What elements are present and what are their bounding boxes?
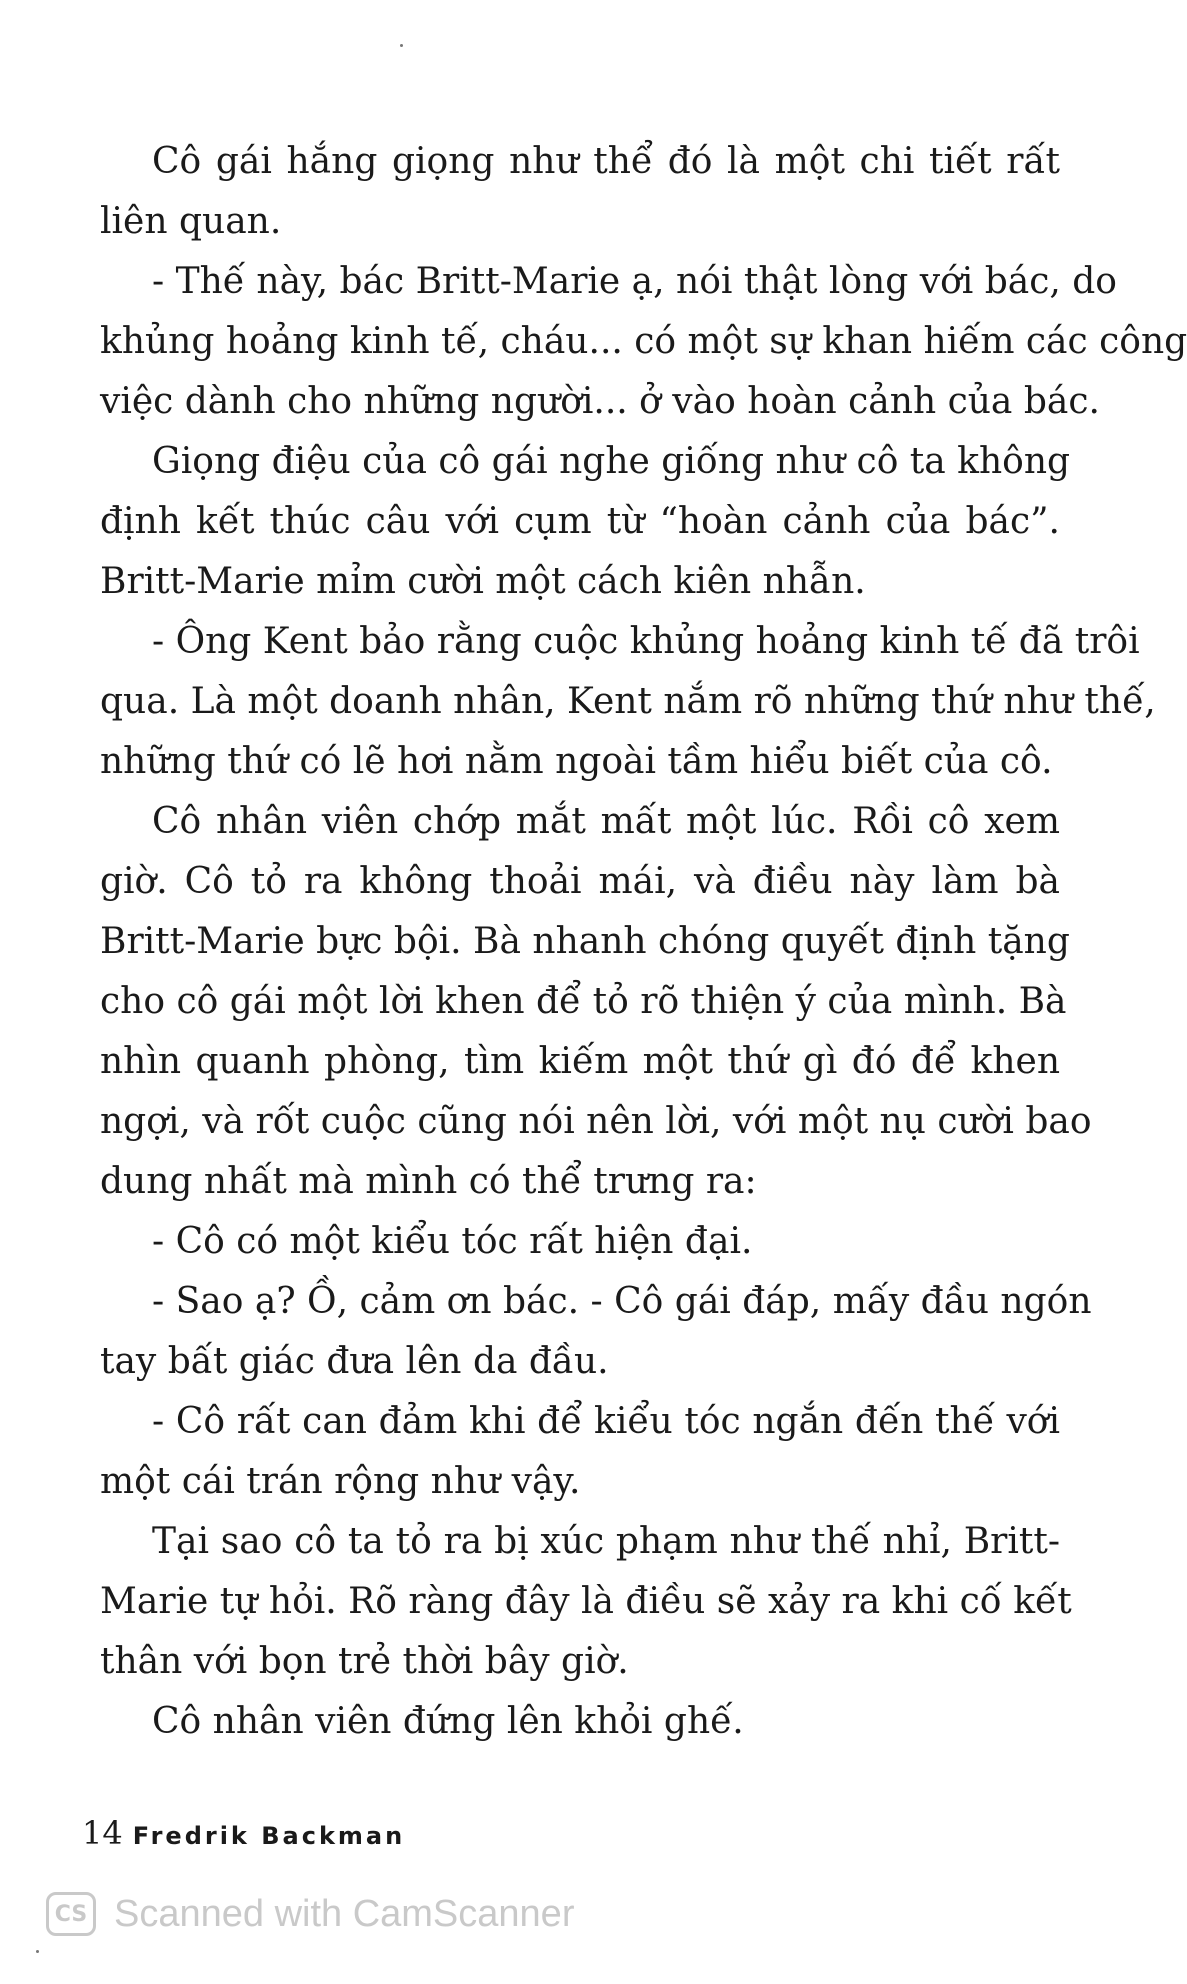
text-line: qua. Là một doanh nhân, Kent nắm rõ những thứ như thế, xyxy=(100,681,1156,722)
text-line: - Thế này, bác Britt-Marie ạ, nói thật lòng với bác, do xyxy=(152,261,1117,302)
scan-speck xyxy=(400,44,403,47)
text-line: cho cô gái một lời khen để tỏ rõ thiện ý của mình. Bà xyxy=(100,981,1067,1022)
text-line: định kết thúc câu với cụm từ “hoàn cảnh của bác”. xyxy=(100,501,1060,542)
text-line: khủng hoảng kinh tế, cháu... có một sự khan hiếm các công xyxy=(100,321,1187,362)
page-number: 14 xyxy=(82,1814,123,1852)
text-line: Britt-Marie mỉm cười một cách kiên nhẫn. xyxy=(100,561,866,602)
text-line: dung nhất mà mình có thể trưng ra: xyxy=(100,1161,757,1202)
text-line: - Cô rất can đảm khi để kiểu tóc ngắn đến thế với xyxy=(152,1401,1060,1442)
text-line: việc dành cho những người... ở vào hoàn cảnh của bác. xyxy=(100,381,1100,422)
text-line: liên quan. xyxy=(100,201,282,242)
text-line: Britt-Marie bực bội. Bà nhanh chóng quyết định tặng xyxy=(100,921,1070,962)
text-line: - Cô có một kiểu tóc rất hiện đại. xyxy=(152,1221,753,1262)
body-text xyxy=(100,132,1187,1752)
text-line: Tại sao cô ta tỏ ra bị xúc phạm như thế nhỉ, Britt- xyxy=(152,1521,1060,1562)
text-line: Cô nhân viên chớp mắt mất một lúc. Rồi cô xem xyxy=(152,801,1060,842)
camscanner-logo-icon: CS xyxy=(46,1892,96,1936)
text-line: Cô gái hắng giọng như thể đó là một chi tiết rất xyxy=(152,141,1060,182)
text-line: ngợi, và rốt cuộc cũng nói nên lời, với một nụ cười bao xyxy=(100,1101,1092,1142)
scan-speck xyxy=(36,1950,39,1953)
text-line: Cô nhân viên đứng lên khỏi ghế. xyxy=(152,1701,744,1742)
text-line: tay bất giác đưa lên da đầu. xyxy=(100,1341,609,1382)
text-line: một cái trán rộng như vậy. xyxy=(100,1461,581,1502)
text-line: Giọng điệu của cô gái nghe giống như cô ta không xyxy=(152,441,1071,482)
text-line: nhìn quanh phòng, tìm kiếm một thứ gì đó để khen xyxy=(100,1041,1060,1082)
camscanner-watermark xyxy=(46,1892,574,1936)
text-line: thân với bọn trẻ thời bây giờ. xyxy=(100,1641,629,1682)
text-line: những thứ có lẽ hơi nằm ngoài tầm hiểu biết của cô. xyxy=(100,741,1053,782)
text-line: giờ. Cô tỏ ra không thoải mái, và điều này làm bà xyxy=(100,861,1060,902)
text-line: - Sao ạ? Ồ, cảm ơn bác. - Cô gái đáp, mấy đầu ngón xyxy=(152,1281,1092,1322)
text-line: - Ông Kent bảo rằng cuộc khủng hoảng kinh tế đã trôi xyxy=(152,621,1140,662)
watermark-text: Scanned with CamScanner xyxy=(114,1892,575,1935)
text-line: Marie tự hỏi. Rõ ràng đây là điều sẽ xảy ra khi cố kết xyxy=(100,1581,1072,1622)
author-name: Fredrik Backman xyxy=(132,1822,406,1850)
page-footer xyxy=(82,1815,405,1854)
